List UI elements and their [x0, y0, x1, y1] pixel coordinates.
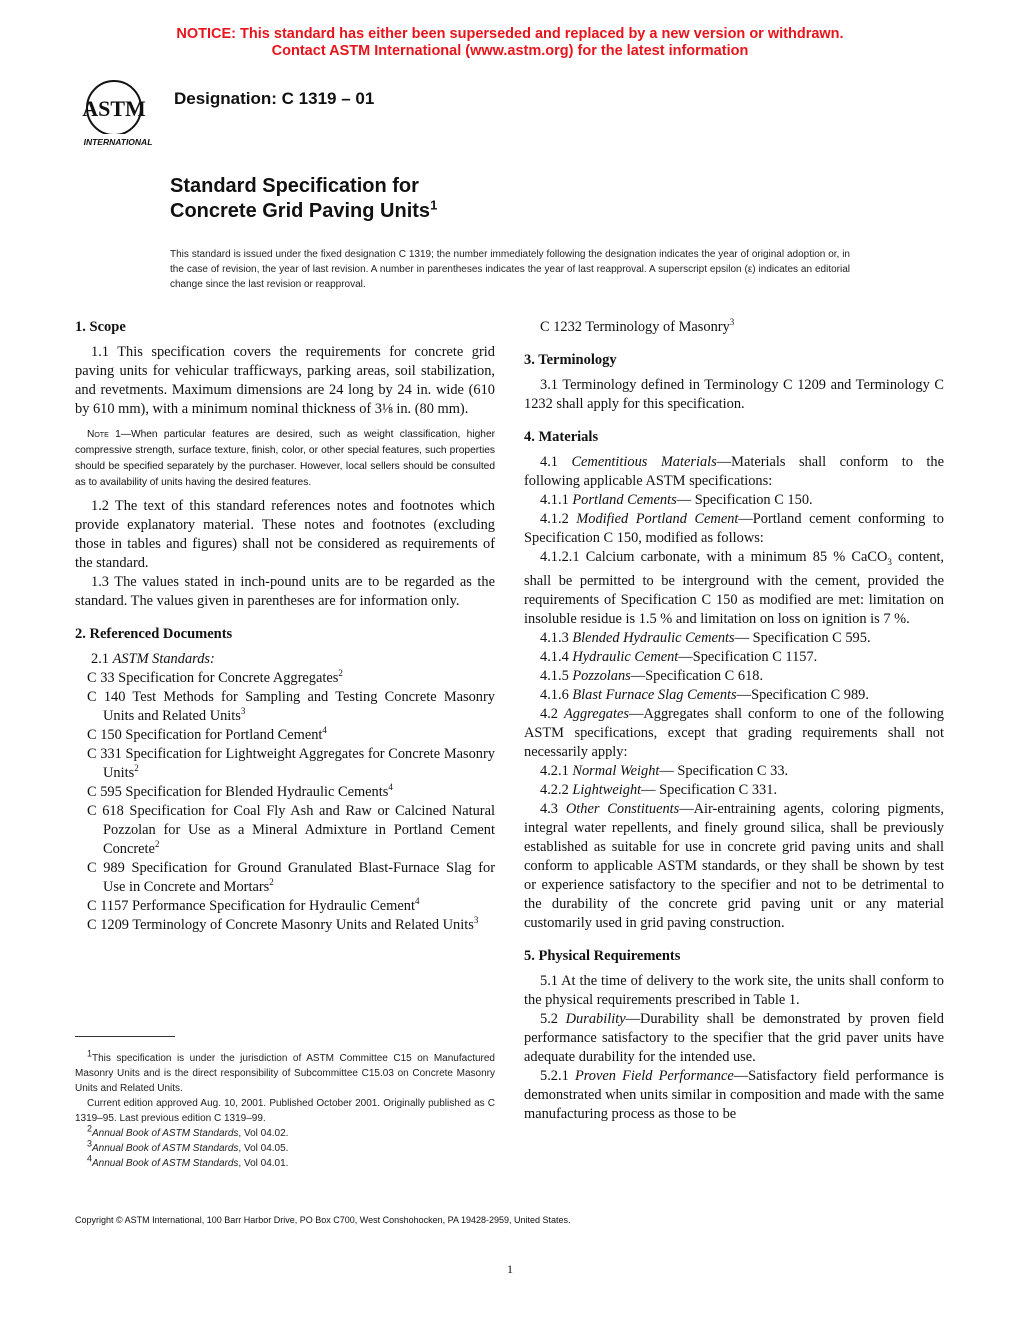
right-column	[524, 318, 944, 1124]
para-4-2-2	[524, 781, 944, 800]
para-1-3: 1.3 The values stated in inch-pound units are to be regarded as the standard. The values given in parentheses are for information only.	[75, 574, 495, 609]
para-title: Hydraulic Cement	[572, 648, 679, 665]
reference-item	[75, 669, 495, 688]
reference-item	[75, 802, 495, 859]
ref-c1232: C 1232 Terminology of Masonry	[540, 319, 730, 335]
ref-c140: C 140 Test Methods for Sampling and Testing Concrete Masonry Units and Related Units	[87, 689, 495, 724]
footnote-3	[75, 1138, 495, 1156]
preamble: This standard is issued under the fixed designation C 1319; the number immediately following the designation indicates the year of original adoption or, in the case of revision, the year of last revision. A number in parentheses indicates the year of last reapproval. A superscript epsilon (ε) indicates an editorial change since the last revision or reapproval.	[170, 249, 850, 290]
designation: Designation: C 1319 – 01	[174, 89, 375, 108]
para-text: — Specification C 33.	[659, 762, 789, 779]
para-text: —Satisfactory field performance is demonstrated when units similar in composition and made with the same manufacturing process as those to be	[524, 1067, 945, 1122]
para-num: 4.1.1	[540, 492, 573, 508]
para-title: Proven Field Performance	[574, 1067, 734, 1084]
footnote-1b: Current edition approved Aug. 10, 2001. Published October 2001. Originally published as C 1319–95. Last previous edition C 1319–99.	[75, 1098, 495, 1124]
section-5-heading: 5. Physical Requirements	[524, 947, 681, 964]
para-title: Pozzolans	[572, 667, 631, 684]
para-4-1-2	[524, 510, 944, 548]
para-num: 4.1.5	[540, 667, 573, 684]
footnote-mark: 4	[414, 896, 420, 907]
notice-line-1: NOTICE: This standard has either been superseded and replaced by a new version or withdrawn.	[176, 26, 844, 42]
para-2-1-num: 2.1	[91, 651, 113, 667]
para-title: Portland Cements	[572, 492, 677, 508]
reference-item	[75, 783, 495, 802]
note-text: 1—When particular features are desired, such as weight classification, higher compressive strength, surface texture, finish, color, or other special features, such properties should be specified separately by the purchaser. However, local sellers should be consulted as to availability of units having the desired features.	[75, 429, 495, 488]
para-text: —Portland cement conforming to Specification C 150, modified as follows:	[524, 511, 944, 546]
para-num: 4.1.2	[540, 511, 577, 527]
footnote-mark: 2	[338, 668, 343, 679]
para-num: 4.2	[540, 705, 564, 722]
para-4-1-3	[524, 629, 944, 648]
para-text: —Specification C 618.	[630, 667, 764, 684]
para-title: Modified Portland Cement	[576, 511, 739, 527]
ref-c989: C 989 Specification for Ground Granulated Blast-Furnace Slag for Use in Concrete and Mortars	[87, 860, 495, 895]
para-3-1: 3.1 Terminology defined in Terminology C 1209 and Terminology C 1232 shall apply for this specification.	[524, 377, 944, 412]
note-1	[75, 427, 495, 491]
para-text: — Specification C 150.	[676, 492, 813, 508]
ref-c33: C 33 Specification for Concrete Aggregates	[87, 670, 339, 686]
footnote-mark: 2	[87, 1123, 93, 1134]
para-4-1-1	[524, 491, 944, 510]
ref-c150: C 150 Specification for Portland Cement	[87, 727, 323, 743]
footnote-1	[75, 1048, 495, 1096]
para-5-1: 5.1 At the time of delivery to the work site, the units shall conform to the physical requirements prescribed in Table 1.	[524, 972, 944, 1008]
para-4-3	[524, 800, 944, 933]
para-title: Lightweight	[572, 781, 642, 798]
para-text: —Specification C 989.	[736, 686, 869, 703]
para-text: —Air-entraining agents, coloring pigments, integral water repellents, and finely ground silica, shall be previously established as suitable for use in concrete grid paving units and shall conform to applicable ASTM standards, or they shall be shown by test or experience satisfactory to the specifier and not to be detrimental to the durability of the concrete grid paving unit or any material customarily used in grid paving construction.	[524, 800, 944, 931]
subscript: 3	[887, 556, 892, 567]
left-column	[75, 318, 495, 935]
withdrawal-notice	[0, 26, 1020, 60]
para-num: 4.1	[540, 454, 572, 470]
para-num: 4.1.3	[540, 629, 573, 646]
para-title: Normal Weight	[572, 762, 660, 779]
para-2-1	[75, 650, 495, 669]
para-text: content, shall be permitted to be interground with the cement, provided the requirements of Specification C 150 as modified are met: limitation on insoluble residue is 1.5 % and limitation on loss on ignition is 7 %.	[524, 549, 944, 627]
para-num: 4.1.4	[540, 648, 573, 665]
footnote-mark: 2	[134, 763, 139, 774]
document-title	[170, 174, 437, 224]
footnote-2-vol: , Vol 04.02.	[238, 1128, 289, 1139]
para-4-1-6	[524, 686, 944, 705]
footnote-mark: 2	[154, 839, 160, 850]
footnote-mark: 1	[87, 1048, 93, 1059]
para-4-2-1	[524, 762, 944, 781]
para-text: —Aggregates shall conform to one of the following ASTM specifications, except that grading requirements shall not necessarily apply:	[524, 705, 944, 760]
para-num: 4.3	[540, 800, 566, 817]
para-1-1: 1.1 This specification covers the requirements for concrete grid paving units for vehicular trafficways, parking areas, soil stabilization, and revetments. Maximum dimensions are 24 long by 24 in. wide (610 by 610 mm), with a minimum nominal thickness of 3⅛ in. (80 mm).	[75, 344, 495, 417]
para-4-2	[524, 705, 944, 762]
section-3-heading: 3. Terminology	[524, 352, 617, 368]
ref-c618: C 618 Specification for Coal Fly Ash and Raw or Calcined Natural Pozzolan for Use as a Mineral Admixture in Portland Cement Concrete	[87, 803, 495, 857]
reference-item	[75, 897, 495, 916]
para-title: Blended Hydraulic Cements	[572, 629, 735, 646]
section-2-heading: 2. Referenced Documents	[75, 626, 233, 642]
para-text: — Specification C 595.	[734, 629, 871, 646]
para-4-1-4	[524, 648, 944, 667]
ref-c595: C 595 Specification for Blended Hydraulic Cements	[87, 784, 389, 800]
footnotes	[75, 1048, 495, 1171]
reference-item	[524, 318, 944, 337]
footnote-mark: 4	[388, 782, 393, 793]
section-4-heading: 4. Materials	[524, 429, 599, 445]
para-title: Cementitious Materials	[571, 454, 717, 470]
ref-c331: C 331 Specification for Lightweight Aggregates for Concrete Masonry Units	[87, 746, 495, 781]
footnote-mark: 4	[87, 1153, 93, 1164]
para-text: —Specification C 1157.	[678, 648, 818, 665]
footnote-mark: 3	[87, 1138, 93, 1149]
ref-c1157: C 1157 Performance Specification for Hydraulic Cement	[87, 898, 415, 914]
para-text: — Specification C 331.	[641, 781, 778, 798]
footnote-3-vol: , Vol 04.05.	[238, 1143, 289, 1154]
copyright: Copyright © ASTM International, 100 Barr Harbor Drive, PO Box C700, West Conshohocken, PA 19428-2959, United States.	[75, 1215, 571, 1225]
para-5-2	[524, 1010, 944, 1067]
footnote-1-text: This specification is under the jurisdiction of ASTM Committee C15 on Manufactured Masonry Units and is the direct responsibility of Subcommittee C15.03 on Concrete Masonry Units and Related Units.	[75, 1053, 495, 1094]
para-title: Aggregates	[563, 705, 629, 722]
reference-item	[75, 688, 495, 726]
footnote-mark: 2	[269, 877, 274, 888]
para-num: 5.2	[540, 1010, 566, 1027]
reference-item	[75, 859, 495, 897]
para-1-2: 1.2 The text of this standard references notes and footnotes which provide explanatory material. These notes and footnotes (excluding those in tables and figures) shall not be considered as requirements of the standard.	[75, 498, 495, 571]
para-text: —Materials shall conform to the following applicable ASTM specifications:	[524, 454, 944, 489]
para-title: Durability	[565, 1010, 626, 1027]
footnote-4-title: Annual Book of ASTM Standards	[92, 1158, 239, 1169]
para-text: —Durability shall be demonstrated by proven field performance satisfactory to the specifier that the grid paver units have adequate durability for the intended use.	[524, 1010, 945, 1065]
para-2-1-title: ASTM Standards:	[112, 651, 215, 667]
footnote-2	[75, 1123, 495, 1141]
para-text: 4.1.2.1 Calcium carbonate, with a minimum 85 % CaCO	[540, 549, 888, 565]
note-label: Note	[87, 429, 109, 440]
footnote-3-title: Annual Book of ASTM Standards	[92, 1143, 239, 1154]
footnote-2-title: Annual Book of ASTM Standards	[92, 1128, 239, 1139]
title-footnote-mark: 1	[430, 197, 438, 213]
footnote-mark: 3	[729, 317, 735, 328]
footnote-mark: 3	[240, 706, 246, 717]
footnote-mark: 4	[322, 725, 327, 736]
footnote-mark: 3	[473, 915, 479, 926]
logo-subtext: INTERNATIONAL	[83, 137, 153, 147]
footnote-4-vol: , Vol 04.01.	[238, 1158, 289, 1169]
para-num: 4.1.6	[540, 686, 573, 703]
title-line-2: Concrete Grid Paving Units	[170, 200, 431, 222]
para-4-1-2-1	[524, 548, 944, 629]
page-number: 1	[507, 1262, 513, 1276]
para-4-1-5	[524, 667, 944, 686]
para-title: Other Constituents	[565, 800, 680, 817]
para-4-1	[524, 453, 944, 491]
para-num: 5.2.1	[540, 1067, 575, 1084]
ref-c1209: C 1209 Terminology of Concrete Masonry Units and Related Units	[87, 917, 474, 933]
astm-logo	[64, 78, 162, 150]
reference-item	[75, 916, 495, 935]
section-1-heading: 1. Scope	[75, 319, 126, 335]
footnote-4	[75, 1153, 495, 1171]
reference-item	[75, 745, 495, 783]
title-line-1: Standard Specification for	[170, 175, 419, 197]
para-5-2-1	[524, 1067, 944, 1124]
para-title: Blast Furnace Slag Cements	[572, 686, 737, 703]
reference-item	[75, 726, 495, 745]
para-num: 4.2.1	[540, 762, 573, 779]
notice-line-2: Contact ASTM International (www.astm.org) for the latest information	[271, 43, 749, 59]
footnote-divider	[75, 1036, 175, 1037]
logo-text: ASTM	[82, 96, 146, 121]
para-num: 4.2.2	[540, 781, 573, 798]
